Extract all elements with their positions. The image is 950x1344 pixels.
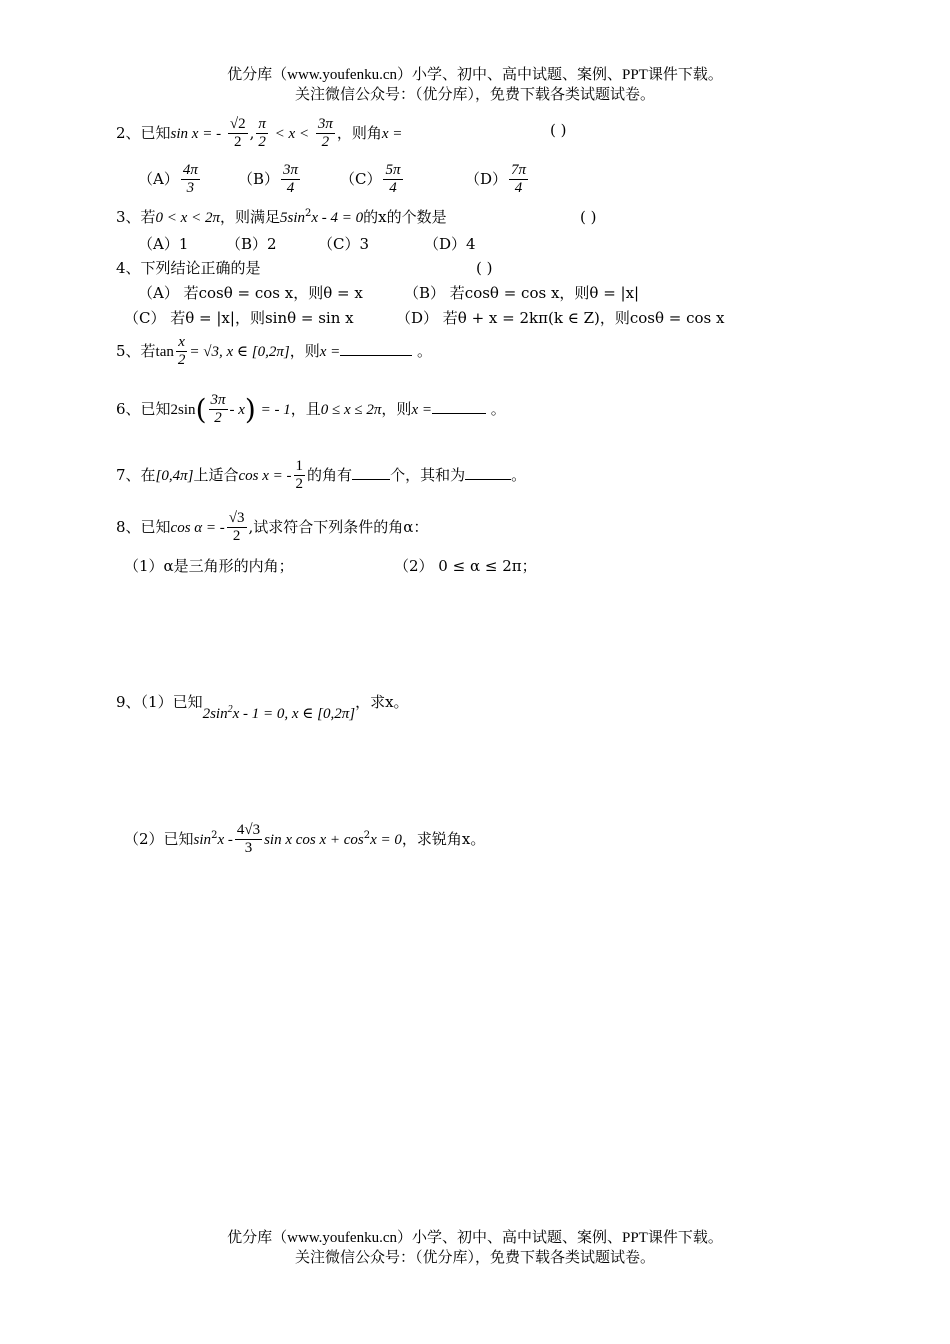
q7-frac-num: 1 [294, 458, 306, 476]
q3-mid: ，则满足 [219, 208, 280, 226]
q9-eq1-pre: 2sin [202, 706, 228, 722]
question-6 [116, 392, 506, 428]
q6-lparen: ( [195, 392, 207, 426]
q3-option-d: （D）4 [424, 235, 476, 253]
q8-sub-2: （2） 0 ≤ α ≤ 2π； [394, 557, 537, 575]
question-9-part-2 [124, 822, 485, 858]
footer-line-1: 优分库（www.youfenku.cn）小学、初中、高中试题、案例、PPT课件下载。 [227, 1230, 723, 1246]
question-5 [116, 334, 432, 370]
q3-eq-sup: 2 [305, 208, 312, 219]
q2-option-b-label: （B） [238, 169, 280, 188]
q4-option-d: （D） 若θ + x = 2kπ(k ∈ Z)，则cosθ = cos x [396, 309, 725, 327]
q9-eq1-tail: x - 1 = 0, x ∈ [0,2π] [232, 706, 356, 722]
q6-frac-den: 2 [214, 410, 222, 427]
q9-eq2-sup: 2 [211, 829, 218, 841]
q5-frac-num: x [176, 334, 187, 352]
q2-b-num: 3π [281, 162, 300, 180]
q3-eq-tail: x - 4 = 0 [311, 210, 364, 226]
q9-eq2-mid: x - [217, 831, 233, 848]
q7-tail2: 个，其和为 [390, 465, 466, 484]
q3-number: 3、若 [116, 208, 156, 226]
q8-frac-den: 2 [232, 528, 241, 545]
q4-option-a: （A） 若cosθ = cos x，则θ = x [138, 284, 363, 302]
q9-frac-den: 3 [244, 840, 253, 857]
question-8 [116, 510, 428, 546]
q6-pre: 2sin [170, 401, 196, 418]
q2-frac1-num: √2 [228, 116, 248, 134]
q6-answer-blank[interactable] [432, 413, 486, 414]
q3-tail: 的x的个数是 [363, 208, 447, 226]
q2-option-a-label: （A） [138, 169, 179, 188]
q9-eq2-mid2: sin x cos x + cos [264, 831, 364, 848]
q4-option-b: （B） 若cosθ = cos x，则θ = |x| [404, 284, 640, 302]
q9-tail1: ，求x。 [355, 693, 409, 711]
q2-number: 2、已知 [116, 123, 171, 142]
header-line-2: 关注微信公众号：（优分库），免费下载各类试题试卷。 [294, 87, 655, 103]
q6-range: 0 ≤ x ≤ 2π [320, 401, 382, 418]
q7-interval: [0,4π] [155, 467, 194, 484]
q5-frac-den: 2 [177, 352, 186, 369]
q2-frac2-den: 2 [258, 134, 266, 151]
q3-answer-paren: ( ) [580, 208, 597, 226]
q6-frac-num: 3π [209, 392, 228, 410]
q7-mid: 上适合 [193, 465, 239, 484]
q6-rparen: ) [244, 392, 256, 426]
q9-sub2-label: （2）已知 [124, 829, 194, 848]
q2-answer-paren: ( ) [550, 121, 567, 139]
q5-eq: = √3, x ∈ [0,2π] [189, 343, 290, 360]
q6-end: 。 [490, 399, 506, 418]
q4-answer-paren: ( ) [476, 259, 493, 277]
q6-and: ，且 [290, 399, 321, 418]
question-3 [116, 208, 447, 227]
q2-option-a [138, 162, 202, 198]
q2-a-den: 3 [186, 180, 195, 197]
q2-a-num: 4π [181, 162, 200, 180]
q2-option-c-frac [383, 162, 402, 198]
q2-var: x = [381, 125, 403, 142]
q3-option-a: （A）1 [138, 235, 189, 253]
q9-eq2-tail: x = 0 [370, 831, 402, 848]
q6-mid: - x [229, 401, 245, 418]
q7-frac [294, 458, 306, 494]
q6-number: 6、已知 [116, 399, 171, 418]
q7-sum-blank[interactable] [465, 479, 511, 480]
q6-eq: = - 1 [260, 401, 291, 418]
q2-frac1-den: 2 [233, 134, 242, 151]
q3-option-b: （B）2 [226, 235, 277, 253]
header-line-1: 优分库（www.youfenku.cn）小学、初中、高中试题、案例、PPT课件下载。 [227, 67, 723, 83]
q2-d-num: 7π [509, 162, 528, 180]
q2-option-b-frac [281, 162, 300, 198]
question-2 [116, 116, 402, 152]
q2-b-den: 4 [286, 180, 295, 197]
q2-tail: ，则角 [336, 123, 382, 142]
q5-tail: ，则 [289, 341, 320, 360]
q9-eq1 [203, 706, 356, 722]
q2-frac3-num: 3π [316, 116, 335, 134]
question-4: 4、下列结论正确的是 [116, 259, 261, 277]
q7-count-blank[interactable] [352, 479, 390, 480]
q9-eq1-sup: 2 [227, 704, 233, 715]
q2-option-d-frac [509, 162, 528, 198]
q2-option-a-frac [181, 162, 200, 198]
footer-line-2: 关注微信公众号：（优分库），免费下载各类试题试卷。 [294, 1250, 655, 1266]
q6-var: x = [411, 401, 432, 418]
q7-number: 7、在 [116, 465, 156, 484]
q5-tan: tan [155, 343, 174, 360]
question-9-part-1 [116, 693, 409, 722]
q7-end: 。 [511, 465, 527, 484]
q6-frac [209, 392, 228, 428]
q7-tail1: 的角有 [307, 465, 353, 484]
q2-option-d-label: （D） [465, 169, 508, 188]
q2-frac-1 [228, 116, 248, 152]
q2-c-den: 4 [389, 180, 397, 197]
q8-tail: ,试求符合下列条件的角α： [248, 517, 429, 536]
q3-range: 0 < x < 2π [155, 210, 220, 226]
q2-option-b [238, 162, 302, 198]
q2-frac-3 [316, 116, 335, 152]
q5-frac [176, 334, 188, 370]
q9-tail2: ，求锐角x。 [401, 829, 486, 848]
q7-cos: cos x = - [238, 467, 292, 484]
q8-number: 8、已知 [116, 517, 171, 536]
q2-frac-2 [256, 116, 268, 152]
q5-var: x = [319, 343, 341, 360]
q6-then: ，则 [381, 399, 412, 418]
q3-eq: 5sin [279, 210, 305, 226]
q2-comma: , [249, 123, 255, 142]
q2-ineq: < x < [274, 125, 310, 142]
q2-option-c-label: （C） [340, 169, 382, 188]
question-7 [116, 458, 526, 494]
q8-cos: cos α = - [170, 519, 225, 536]
q3-option-c: （C）3 [318, 235, 370, 253]
q9-frac [235, 822, 262, 858]
q5-end: 。 [417, 341, 433, 360]
q5-number: 5、若 [116, 341, 156, 360]
q5-answer-blank[interactable] [340, 355, 412, 356]
q8-frac [227, 510, 247, 546]
q2-option-d [465, 162, 530, 198]
q8-sub-1: （1）α是三角形的内角； [124, 557, 294, 575]
q9-number: 9、（1）已知 [116, 693, 203, 711]
q9-eq2-sup2: 2 [363, 829, 371, 841]
q2-c-num: 5π [383, 162, 402, 180]
q2-d-den: 4 [514, 180, 523, 197]
q9-frac-num: 4√3 [235, 822, 262, 840]
q2-frac2-num: π [256, 116, 268, 134]
q7-frac-den: 2 [295, 476, 304, 493]
q8-frac-num: √3 [227, 510, 247, 528]
q9-eq2-pre: sin [193, 831, 212, 848]
q2-option-c [340, 162, 405, 198]
q2-frac3-den: 2 [321, 134, 330, 151]
q2-cond: sin x = - [170, 125, 222, 142]
q4-option-c: （C） 若θ = |x|，则sinθ = sin x [124, 309, 354, 327]
